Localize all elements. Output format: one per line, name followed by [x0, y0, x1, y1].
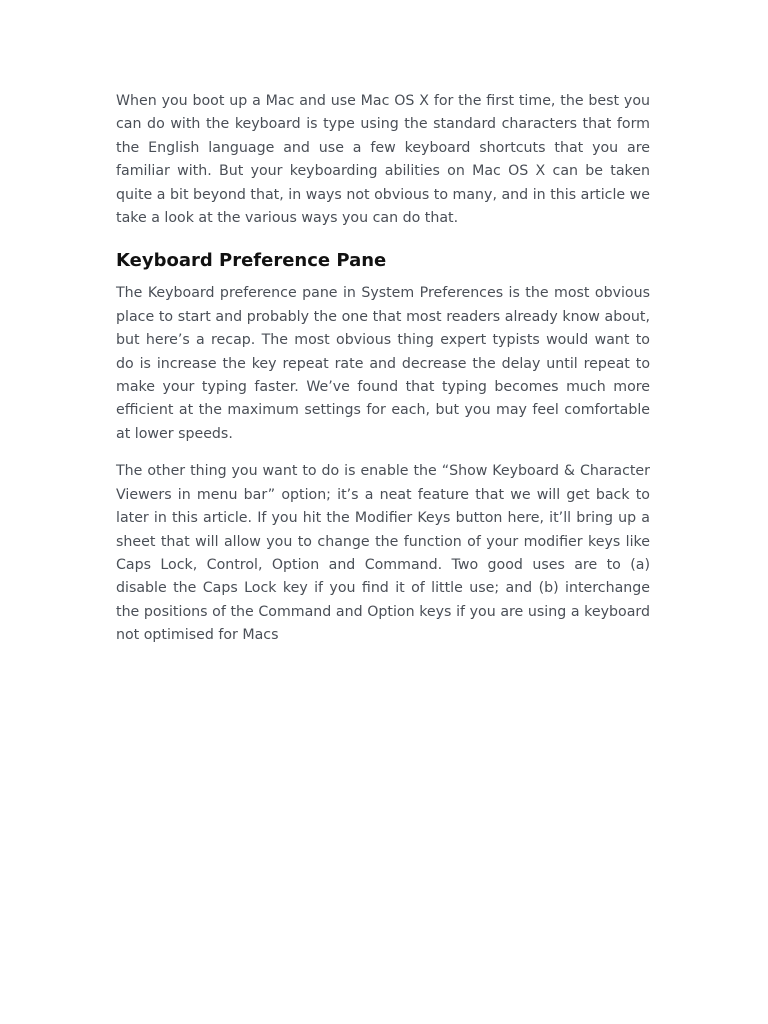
- keyboard-pane-paragraph: The Keyboard preference pane in System Preferences is the most obvious place to start and probably the one that most readers already know about, but here’s a recap. The most obvious thing expert typists would want to do is increase the key repeat rate and decrease the delay until repeat to make your typing faster. We’ve found that typing becomes much more efficient at the maximum settings for each, but you may feel comfortable at lower speeds.: [116, 285, 650, 442]
- document-page: [116, 90, 650, 648]
- section-heading: Keyboard Preference Pane: [116, 250, 387, 272]
- modifier-keys-paragraph: The other thing you want to do is enable the “Show Keyboard & Character Viewers in menu bar” option; it’s a neat feature that we will get back to later in this article. If you hit the Modifier Keys button here, it’ll bring up a sheet that will allow you to change the function of your modifier keys like Caps Lock, Control, Option and Command. Two good uses are to (a) disable the Caps Lock key if you find it of little use; and (b) interchange the positions of the Command and Option keys if you are using a keyboard not optimised for Macs: [116, 463, 650, 644]
- intro-paragraph: When you boot up a Mac and use Mac OS X for the first time, the best you can do with the keyboard is type using the standard characters that form the English language and use a few keyboard shortcuts that you are familiar with. But your keyboarding abilities on Mac OS X can be taken quite a bit beyond that, in ways not obvious to many, and in this article we take a look at the various ways you can do that.: [116, 93, 650, 227]
